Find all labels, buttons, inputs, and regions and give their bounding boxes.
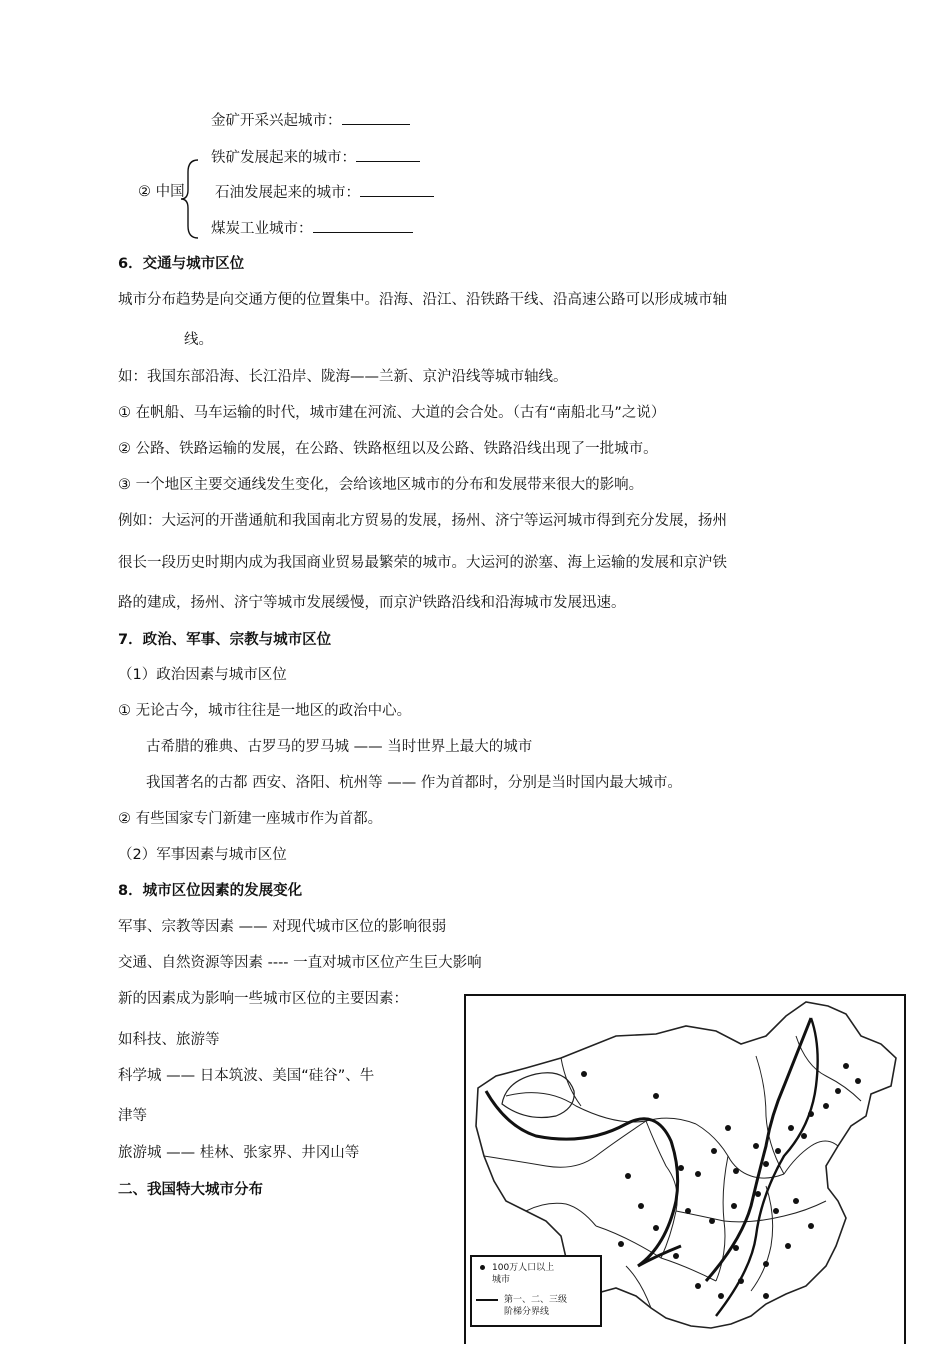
paragraph-line: 科学城 —— 日本筑波、美国“硅谷”、牛 [118,1068,375,1084]
list-item: ③ 一个地区主要交通线发生变化，会给该地区城市的分布和发展带来很大的影响。 [118,477,644,493]
sub-heading: （1）政治因素与城市区位 [118,667,287,683]
legend-label: 第一、二、三级 [504,1295,568,1305]
china-label: ② 中国 [138,184,185,200]
example-line: 我国著名的古都 西安、洛阳、杭州等 —— 作为首都时，分别是当时国内最大城市。 [146,775,682,791]
list-item: ② 有些国家专门新建一座城市作为首都。 [118,811,383,827]
list-item: ② 公路、铁路运输的发展，在公路、铁路枢纽以及公路、铁路沿线出现了一批城市。 [118,441,658,457]
section-heading: 二、我国特大城市分布 [118,1182,263,1198]
paragraph-line: 城市分布趋势是向交通方便的位置集中。沿海、沿江、沿铁路干线、沿高速公路可以形成城市轴 [118,292,727,308]
legend-label: 城市 [492,1275,511,1285]
list-item: ① 无论古今，城市往往是一地区的政治中心。 [118,703,412,719]
boundary-line-icon [476,1299,498,1301]
list-item-iron: 铁矿发展起来的城市： [211,147,420,168]
paragraph-line: 线。 [184,332,213,348]
list-item: ① 在帆船、马车运输的时代，城市建在河流、大道的会合处。（古有“南船北马”之说） [118,405,666,421]
list-item-gold: 金矿开采兴起城市： [211,110,410,131]
paragraph-line: 旅游城 —— 桂林、张家界、井冈山等 [118,1145,360,1161]
paragraph-line: 交通、自然资源等因素 ---- 一直对城市区位产生巨大影响 [118,955,482,971]
paragraph-line: 如：我国东部沿海、长江沿岸、陇海——兰新、京沪沿线等城市轴线。 [118,369,568,385]
sub-heading: （2）军事因素与城市区位 [118,847,287,863]
city-dot-icon [480,1265,485,1270]
curly-brace-icon [178,158,202,240]
paragraph-line: 路的建成，扬州、济宁等城市发展缓慢，而京沪铁路沿线和沿海城市发展迅速。 [118,595,626,611]
paragraph-line: 例如：大运河的开凿通航和我国南北方贸易的发展，扬州、济宁等运河城市得到充分发展，扬州 [118,513,727,529]
fill-blank[interactable] [356,147,420,162]
map-legend [470,1255,602,1327]
paragraph-line: 津等 [118,1108,147,1124]
list-item-oil: 石油发展起来的城市： [215,182,434,203]
fill-blank[interactable] [313,218,413,233]
fill-blank[interactable] [342,110,410,125]
section-heading: 6．交通与城市区位 [118,256,245,272]
paragraph-line: 很长一段历史时期内成为我国商业贸易最繁荣的城市。大运河的淤塞、海上运输的发展和京沪铁 [118,555,727,571]
legend-label: 阶梯分界线 [504,1307,550,1317]
paragraph-line: 如科技、旅游等 [118,1032,220,1048]
legend-label: 100万人口以上 [492,1263,555,1273]
paragraph-line: 军事、宗教等因素 —— 对现代城市区位的影响很弱 [118,919,447,935]
section-heading: 7．政治、军事、宗教与城市区位 [118,632,332,648]
example-line: 古希腊的雅典、古罗马的罗马城 —— 当时世界上最大的城市 [146,739,533,755]
paragraph-line: 新的因素成为影响一些城市区位的主要因素： [118,991,408,1007]
list-item-coal: 煤炭工业城市： [211,218,413,239]
fill-blank[interactable] [360,182,434,197]
section-heading: 8．城市区位因素的发展变化 [118,883,303,899]
